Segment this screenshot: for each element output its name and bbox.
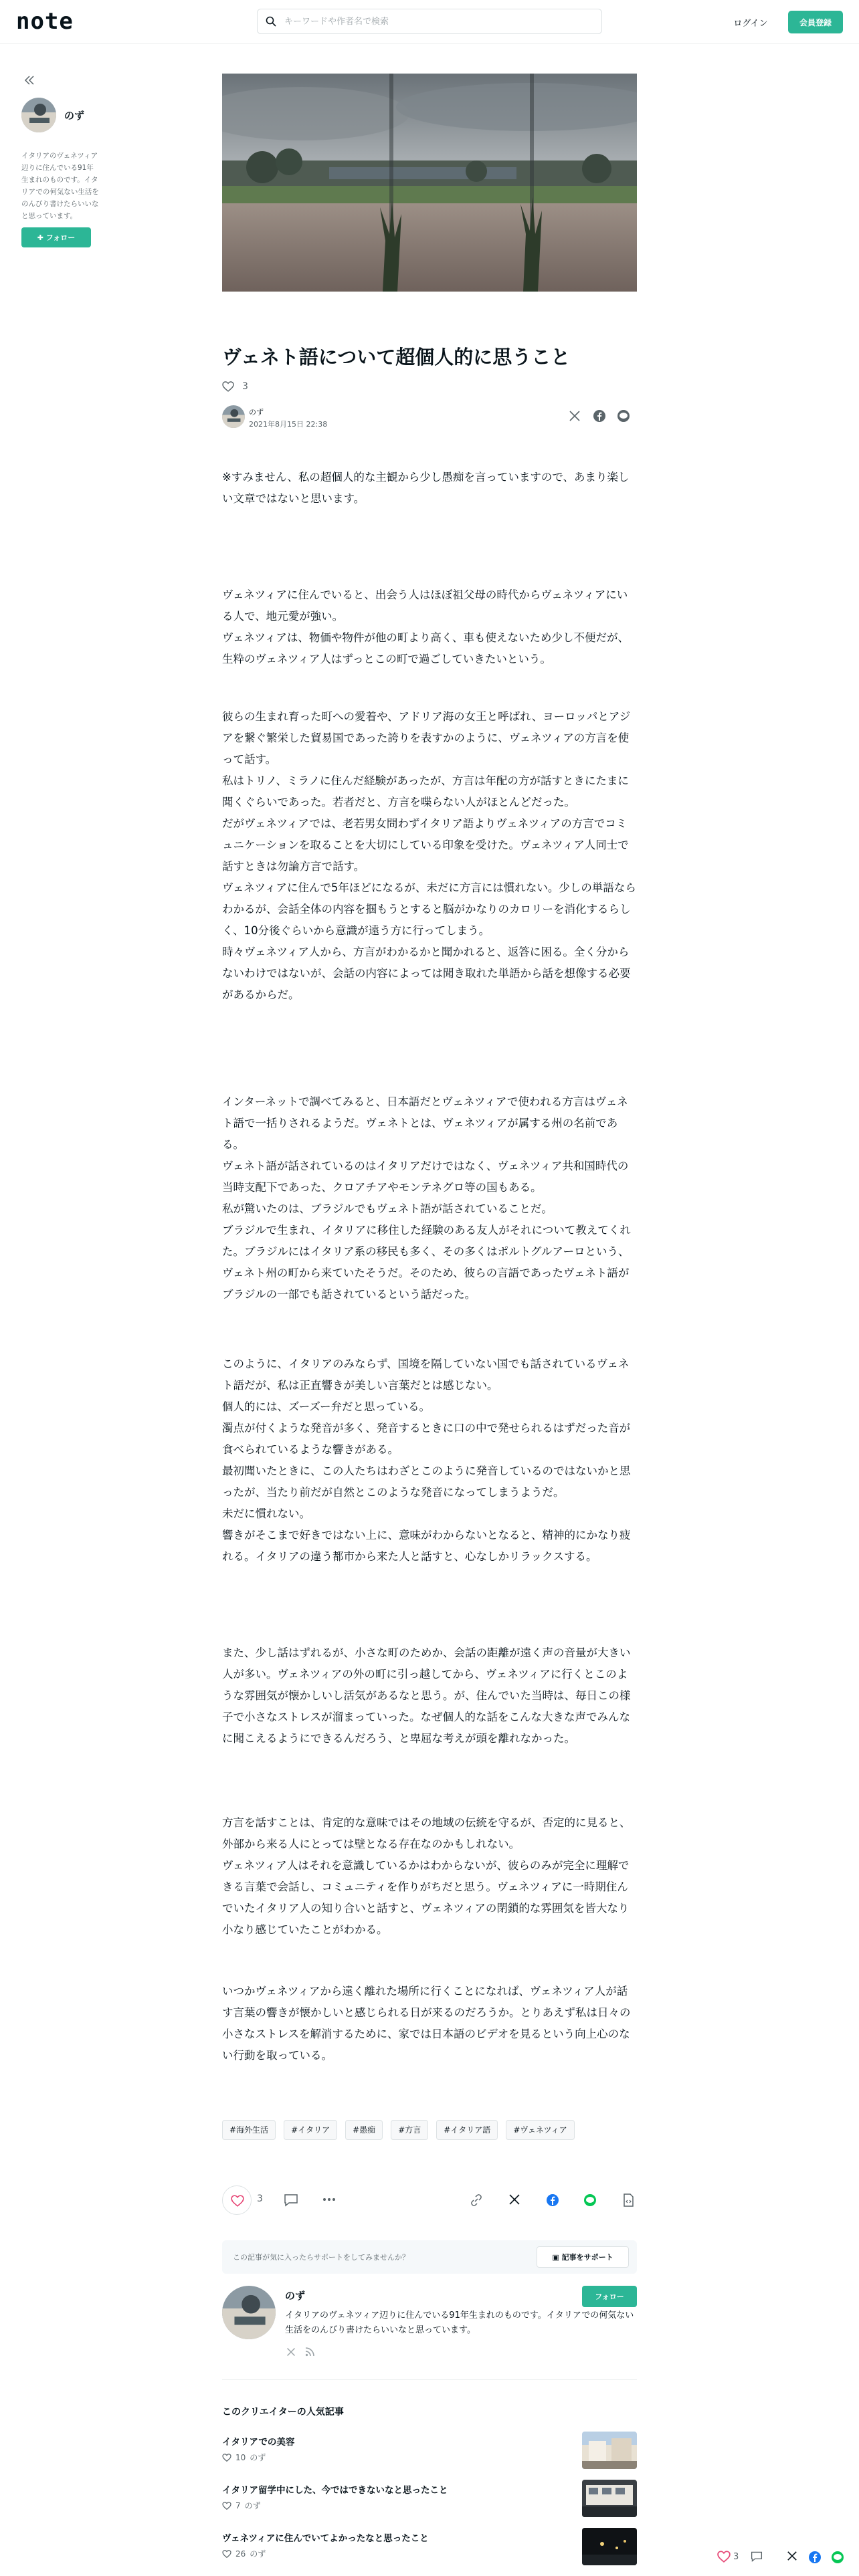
paragraph: いつかヴェネツィアから遠く離れた場所に行くことになれば、ヴェネツィア人が話す言葉の響きが懐かしいと感じられる日が来るのだろうか。とりあえず私は日々の小さなストレスを解消するために、家では日本語のビデオを見るという向上心のない行動を取っている。 xyxy=(222,1985,631,2062)
like-button[interactable] xyxy=(222,2185,252,2215)
heart-icon[interactable] xyxy=(222,381,234,392)
popular-like-count: 10 xyxy=(235,2452,246,2462)
sidebar-author-name[interactable]: のず xyxy=(64,110,85,122)
paragraph: 方言を話すことは、肯定的な意味ではその地域の伝統を守るが、否定的に見ると、外部から来る人にとっては壁となる存在なのかもしれない。 ヴェネツィア人はそれを意識しているかはわからないが、彼らのみが完全に理解できる言葉で会話し、コミュニティを作りがちだと思う。ヴェネツィアに一時期住んでいたイタリア人の知り合いと話すと、ヴェネツィアの閉鎖的な雰囲気を皆大なり小なり感じていたことがわかる。 xyxy=(222,1816,631,1936)
signup-button[interactable]: 会員登録 xyxy=(788,11,843,33)
x-share-icon[interactable] xyxy=(569,410,581,422)
floating-heart-icon[interactable] xyxy=(717,2551,731,2563)
profile-follow-button[interactable]: フォロー xyxy=(582,2286,637,2307)
add-user-icon: ✚ xyxy=(37,233,43,242)
publish-date: 2021年8月15日 22:38 xyxy=(249,420,328,429)
collapse-sidebar-icon[interactable] xyxy=(21,72,37,88)
popular-article-thumbnail[interactable] xyxy=(582,2480,637,2517)
hashtag[interactable]: #ヴェネツィア xyxy=(506,2120,575,2140)
hashtag[interactable]: #方言 xyxy=(391,2120,428,2140)
author-row xyxy=(222,404,637,429)
x-share-icon[interactable] xyxy=(508,2193,520,2206)
article-action-bar xyxy=(222,2183,637,2218)
paragraph: ※すみません、私の超個人的な主観から少し愚痴を言っていますので、あまり楽しい文章ではないと思います。 xyxy=(222,471,630,505)
sidebar-follow-label: フォロー xyxy=(45,233,76,242)
popular-like-count: 7 xyxy=(235,2500,241,2510)
popular-article[interactable] xyxy=(222,2528,637,2569)
link-icon[interactable] xyxy=(470,2193,483,2207)
floating-facebook-icon[interactable] xyxy=(808,2551,822,2564)
profile-social-links xyxy=(286,2347,314,2357)
paragraph: このように、イタリアのみならず、国境を隔していない国でも話されているヴェネト語だが、私は正直響きが美しい言葉だとは感じない。 個人的には、ズーズー弁だと思っている。 濁点が付くような発音が多く、発音するときに口の中で発せられるはずだった音が食べられているような響きがある。 最初聞いたときに、この人たちはわざとこのように発音しているのではないかと思ったが、当たり前だが自然とこのような発音になってしまうようだ。 未だに慣れない。 響きがそこまで好きではない上に、意味がわからないとなると、精神的にかなり疲れる。イタリアの違う都市から来た人と話すと、心なしかリラックスする。 xyxy=(222,1358,631,1563)
article-like-summary[interactable] xyxy=(222,379,248,395)
popular-article-thumbnail[interactable] xyxy=(582,2432,637,2469)
hashtag[interactable]: #イタリア語 xyxy=(436,2120,498,2140)
popular-author: のず xyxy=(244,2501,261,2510)
embed-icon[interactable] xyxy=(622,2193,634,2207)
profile-avatar[interactable] xyxy=(222,2286,276,2339)
search-box[interactable] xyxy=(257,9,602,34)
support-prompt-text: この記事が気に入ったらサポートをしてみませんか？ xyxy=(233,2253,409,2262)
support-article-button[interactable] xyxy=(537,2246,629,2268)
profile-name[interactable]: のず xyxy=(285,2290,306,2302)
sidebar-bio: イタリアのヴェネツィア辺りに住んでいる91年生まれのものです。イタリアでの何気ない生活をのんびり書けたらいいなと思っています。 xyxy=(21,152,99,220)
bottom-like-count: 3 xyxy=(257,2193,263,2204)
paragraph: 彼らの生まれ育った町への愛着や、アドリア海の女王と呼ばれ、ヨーロッパとアジアを繋ぐ繁栄した貿易国であった誇りを表すかのように、ヴェネツィアの方言を使って話す。 私はトリノ、ミラノに住んだ経験があったが、方言は年配の方が話すときにたまに聞くぐらいであった。若者だと、方言を喋らない人がほとんどだった。 だがヴェネツィアでは、老若男女問わずイタリア語よりヴェネツィアの方言でコミュニケーションを取ることを大切にしている印象を受けた。ヴェネツィア人同士で話すときは勿論方言で話す。 ヴェネツィアに住んで5年ほどになるが、未だに方言には慣れない。少しの単語ならわかるが、会話全体の内容を掴もうとすると脳がかなりのカロリーを消化するらしく、10分後ぐらいから意識が遠う方に行ってしまう。 時々ヴェネツィア人から、方言がわかるかと聞かれると、返答に困る。全く分からないわけではないが、会話の内容によっては聞き取れた単語から話を想像する必要があるからだ。 xyxy=(222,710,636,1001)
paragraph: また、少し話はずれるが、小さな町のためか、会話の距離が遠く声の音量が大きい人が多い。ヴェネツィアの外の町に引っ越してから、ヴェネツィアに行くとこのような雰囲気が懐かしいし活気があるなと思う。が、住んでいた当時は、毎日この様子で小さなストレスが溜まっていった。なぜ個人的な話をこんな大きな声でみんなに聞こえるようにできるんだろう、と卑屈な考えが頭を離れなかった。 xyxy=(222,1646,631,1745)
heart-icon xyxy=(222,2454,231,2462)
line-share-icon[interactable] xyxy=(583,2193,597,2207)
search-input[interactable] xyxy=(284,15,592,28)
popular-article-meta xyxy=(222,2452,266,2463)
popular-article-thumbnail[interactable] xyxy=(582,2528,637,2565)
facebook-share-icon[interactable] xyxy=(593,409,606,423)
more-options-icon[interactable] xyxy=(322,2197,336,2202)
site-header xyxy=(0,0,859,44)
popular-articles-heading: このクリエイターの人気記事 xyxy=(222,2407,344,2418)
paragraph: インターネットで調べてみると、日本語だとヴェネツィアで使われる方言はヴェネト語で一括りされるようだ。ヴェネトとは、ヴェネツィアが属する州の名前である。 ヴェネト語が話されているのはイタリアだけではなく、ヴェネツィア共和国時代の当時支配下であった、クロアチアやモンテネグロ等の国もある。 私が驚いたのは、ブラジルでもヴェネト語が話されていることだ。 ブラジルで生まれ、イタリアに移住した経験のある友人がそれについて教えてくれた。ブラジルにはイタリア系の移民も多く、その多くはポルトグルアーロという、ヴェネト州の町から来ていたそうだ。そのため、彼らの言語であったヴェネト語がブラジルの一部でも話されているという話だった。 xyxy=(222,1095,631,1301)
popular-author: のず xyxy=(250,2453,266,2462)
rss-icon[interactable] xyxy=(305,2347,314,2357)
eyecatch-image xyxy=(222,74,637,292)
sidebar-follow-button[interactable] xyxy=(21,227,91,247)
author-name[interactable]: のず xyxy=(249,408,264,417)
popular-article[interactable] xyxy=(222,2432,637,2473)
popular-like-count: 26 xyxy=(235,2549,246,2559)
profile-bio: イタリアのヴェネツィア辺りに住んでいる91年生まれのものです。イタリアでの何気ない生活をのんびり書けたらいいなと思っています。 xyxy=(285,2311,634,2335)
paragraph: ヴェネツィアに住んでいると、出会う人はほぼ祖父母の時代からヴェネツィアにいる人で、地元愛が強い。 ヴェネツィアは、物価や物件が他の町より高く、車も使えないため少し不便だが、生粋のヴェネツィア人はずっとこの町で過ごしていきたいという。 xyxy=(222,588,630,665)
floating-action-bar xyxy=(709,2544,859,2571)
popular-article-meta xyxy=(222,2500,261,2511)
hashtag[interactable]: #海外生活 xyxy=(222,2120,276,2140)
popular-article-meta xyxy=(222,2548,266,2559)
floating-like-count: 3 xyxy=(733,2552,739,2562)
search-icon xyxy=(266,16,276,27)
note-logo[interactable]: note xyxy=(16,8,74,35)
hashtag[interactable]: #イタリア xyxy=(284,2120,337,2140)
floating-line-icon[interactable] xyxy=(831,2551,844,2564)
floating-comment-icon[interactable] xyxy=(751,2551,763,2563)
popular-article-title[interactable]: イタリアでの美容 xyxy=(222,2437,295,2448)
popular-article-title[interactable]: イタリア留学中にした、今ではできないなと思ったこと xyxy=(222,2485,448,2496)
heart-icon xyxy=(222,2550,231,2558)
section-divider xyxy=(222,2379,637,2380)
author-avatar[interactable] xyxy=(222,405,245,428)
popular-article-title[interactable]: ヴェネツィアに住んでいてよかったなと思ったこと xyxy=(222,2533,429,2544)
comment-icon[interactable] xyxy=(284,2193,298,2207)
line-share-icon[interactable] xyxy=(617,409,630,423)
hashtag-list xyxy=(222,2120,637,2140)
x-profile-icon[interactable] xyxy=(286,2347,296,2357)
hashtag[interactable]: #愚痴 xyxy=(345,2120,383,2140)
floating-x-icon[interactable] xyxy=(787,2551,797,2561)
popular-article[interactable] xyxy=(222,2480,637,2521)
heart-icon xyxy=(222,2502,231,2510)
like-count: 3 xyxy=(242,381,248,392)
heart-icon xyxy=(231,2195,244,2207)
article-title: ヴェネト語について超個人的に思うこと xyxy=(222,346,571,368)
login-button[interactable]: ログイン xyxy=(724,12,777,32)
gift-icon: ▣ xyxy=(552,2253,559,2262)
facebook-share-icon[interactable] xyxy=(546,2193,559,2207)
support-button-label: 記事をサポート xyxy=(561,2253,613,2262)
popular-author: のず xyxy=(250,2549,266,2559)
support-prompt-bar xyxy=(222,2240,637,2274)
sidebar-avatar[interactable] xyxy=(21,98,56,132)
